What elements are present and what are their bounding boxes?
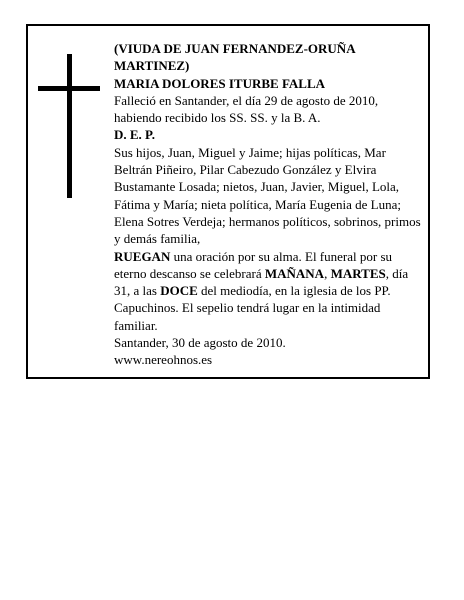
- martes-text: MARTES: [330, 265, 386, 281]
- notice-text: [114, 40, 426, 369]
- funeral-request: [114, 248, 426, 334]
- manana-text: MAÑANA: [264, 265, 325, 281]
- cross-horizontal-bar: [38, 86, 100, 91]
- family-list: Sus hijos, Juan, Miguel y Jaime; hijas políticas, Mar Beltrán Piñeiro, Pilar Cabezudo González y Elvira Bustamante Losada; nietos, Juan, Javier, Miguel, Lola, Fátima y María; nieta política, María Eugenia de Luna; Elena Sotres Verdeja; hermanos políticos, sobrinos, primos y demás familia,: [114, 144, 421, 247]
- website: www.nereohnos.es: [114, 352, 213, 368]
- widow-of-line: (VIUDA DE JUAN FERNANDEZ-ORUÑA MARTINEZ): [114, 41, 355, 74]
- obituary-notice: [26, 24, 430, 379]
- request-text-3: del mediodía, en la iglesia de los PP. Capuchinos. El sepelio tendrá lugar en la intimidad familiar.: [114, 283, 391, 333]
- cross-icon: [38, 54, 100, 198]
- ruegan-text: RUEGAN: [114, 248, 171, 264]
- request-comma: ,: [324, 265, 331, 281]
- deceased-name: MARIA DOLORES ITURBE FALLA: [114, 75, 326, 91]
- request-text-2: , día 31, a las: [114, 265, 409, 299]
- place-date: Santander, 30 de agosto de 2010.: [114, 335, 286, 351]
- dep-line: D. E. P.: [114, 127, 156, 143]
- cross-vertical-bar: [67, 54, 72, 198]
- request-text-1: una oración por su alma. El funeral por su eterno descanso se celebrará: [114, 248, 392, 281]
- death-info: Falleció en Santander, el día 29 de agosto de 2010, habiendo recibido los SS. SS. y la B. A.: [114, 92, 379, 126]
- doce-text: DOCE: [160, 283, 198, 299]
